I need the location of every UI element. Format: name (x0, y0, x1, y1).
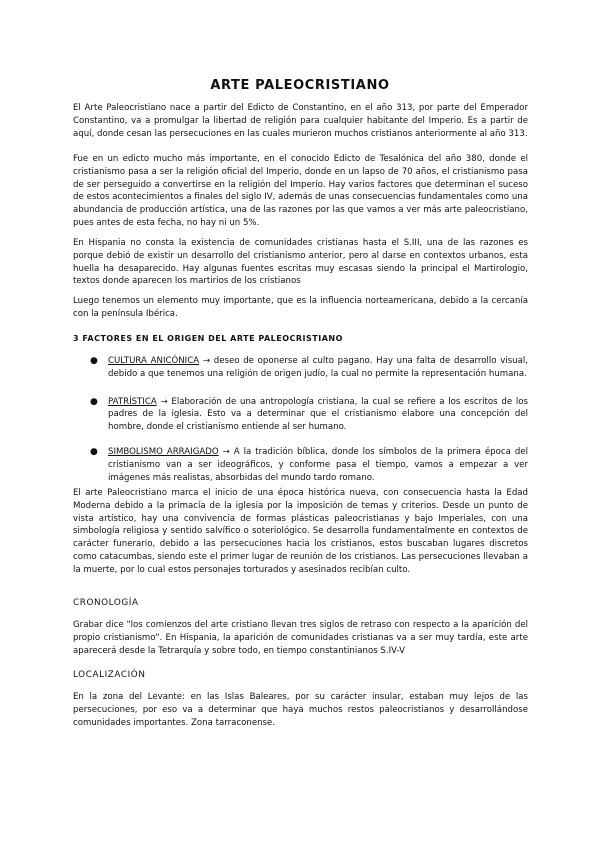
factor-text: → deseo de oponerse al culto pagano. Hay una falta de desarrollo visual, debido a que tenemos una religión de origen judío, la cual no permite la representación humana. (108, 356, 528, 379)
cronologia-paragraph (73, 619, 528, 657)
intro-paragraph-3 (73, 237, 528, 288)
bullet-icon: ● (90, 446, 98, 457)
intro-paragraph-2 (73, 153, 528, 230)
paragraph-text: El Arte Paleocristiano nace a partir del Edicto de Constantino, en el año 313, por parte del Emperador Constantino, va a promulgar la libertad de religión para cualquier habitante del Imperio. Es a partir de aquí, donde cesan las persecuciones en las cuales murieron muchos cristianos anteriormente al año 313. (73, 103, 528, 139)
bullet-icon: ● (90, 396, 98, 407)
localizacion-paragraph (73, 691, 528, 729)
intro-paragraph-4 (73, 295, 528, 321)
paragraph-text: Luego tenemos un elemento muy importante, que es la influencia norteamericana, debido a la cercanía con la península Ibérica. (73, 296, 528, 319)
bullet-icon: ● (90, 356, 98, 366)
factor-term: SIMBOLISMO ARRAIGADO (108, 446, 219, 457)
factor-term: PATRÍSTICA (108, 396, 157, 407)
list-item-simbolismo-arraigado (90, 446, 528, 484)
section-heading: CRONOLOGÍA (73, 598, 139, 608)
factor-text: → Elaboración de una antropología cristiana, la cual se refiere a los escritos de los padres de la iglesia. Esto va a determinar que el cristianismo elabore una concepción del hombre, donde el cristianismo entiende al ser humano. (108, 396, 528, 433)
list-item-patristica (90, 396, 528, 434)
paragraph-text: El arte Paleocristiano marca el inicio de una época histórica nueva, con consecuencia hasta la Edad Moderna debido a la primacía de la iglesia por la imposición de temas y criterios. Desde un punto de vista artístico, hay una convivencia de formas plásticas paleocristianas y bajo Imperiales, con una simbología religiosa y sentido salvífico o soteriológico. Se desarrolla fundamentalmente en contextos de carácter funerario, debido a las persecuciones hacia los cristianos, estos buscaban lugares discretos como catacumbas, siendo este el primer lugar de reunión de los cristianos. Las persecuciones llevaban a la muerte, por lo cual estos personajes torturados y asesinados recibían culto. (73, 488, 528, 575)
factor-text: → A la tradición bíblica, donde los símbolos de la primera época del cristianismo van a ser ideográficos, y conforme pasa el tiempo, vamos a empezar a ver imágenes más realistas, absorbidas del mundo tardo romano. (108, 446, 528, 483)
paragraph-text: Fue en un edicto mucho más importante, en el conocido Edicto de Tesalónica del año 380, donde el cristianismo pasa a ser la religión oficial del Imperio, donde en un lapso de 70 años, el cristianismo pasa de ser perseguido a convertirse en la religión del Imperio. Hay varios factores que determinan el suceso de estos acontecimientos a finales del siglo IV, además de unas consecuencias fundamentales como una abundancia de producción artística, una de las razones por las que vamos a ver más arte paleocristiano, pues antes de esta fecha, no hay ni un 5%. (73, 154, 528, 228)
section-heading: LOCALIZACIÓN (73, 670, 146, 680)
factors-heading (73, 333, 528, 345)
page-title: ARTE PALEOCRISTIANO (210, 78, 390, 93)
factor-term: CULTURA ANICÓNICA (108, 356, 200, 366)
paragraph-text: En la zona del Levante: en las Islas Baleares, por su carácter insular, estaban muy lejos de las persecuciones, por eso va a determinar que haya muchos restos paleocristianos y desarrollándose comunidades importantes. Zona tarraconense. (73, 692, 528, 728)
factors-list (90, 355, 528, 484)
cronologia-heading (73, 597, 528, 609)
localizacion-heading (73, 669, 528, 681)
paragraph-text: En Hispania no consta la existencia de comunidades cristianas hasta el S.III, una de las razones es porque debió de existir un desarrollo del cristianismo anterior, pero al darse en contextos urbanos, esta huella ha desaparecido. Hay algunas fuentes escritas muy escasas siendo la principal el Martirologio, textos donde aparecen los martirios de los cristianos (73, 238, 528, 287)
closing-paragraph (73, 487, 528, 577)
list-item-cultura-aniconica (90, 355, 528, 381)
paragraph-text: Grabar dice "los comienzos del arte cristiano llevan tres siglos de retraso con respecto a la aparición del propio cristianismo". En Hispania, la aparición de comunidades cristianas va a ser muy tardía, este arte aparecerá desde la Tetrarquía y sobre todo, en tiempo constantinianos S.IV-V (73, 620, 528, 656)
section-heading: 3 FACTORES EN EL ORIGEN DEL ARTE PALEOCRISTIANO (73, 334, 343, 343)
intro-paragraph-1 (73, 102, 528, 140)
